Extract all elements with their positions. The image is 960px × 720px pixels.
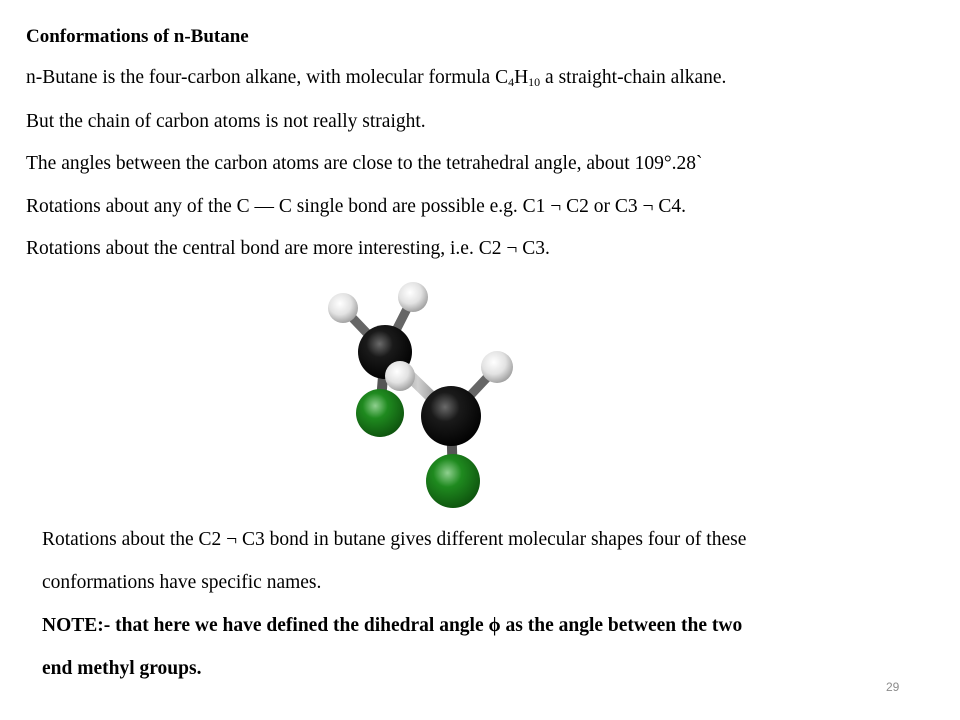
rotation-single-bond-line: Rotations about any of the C — C single bond are possible e.g. C1 ¬ C2 or C3 ¬ C4. [26,196,687,217]
note-methyl-groups-line: end methyl groups. [42,658,202,679]
formula-text-after: a straight-chain alkane. [540,67,727,88]
hydrogen-atom [328,293,358,323]
hydrogen-atom [385,361,415,391]
tetrahedral-angle-line: The angles between the carbon atoms are close to the tetrahedral angle, about 109°.28` [26,153,703,174]
hydrogen-atom [481,351,513,383]
butane-formula-line [26,67,726,89]
formula-subscript-10: 10 [528,75,541,89]
note-dihedral-line: NOTE:- that here we have defined the dihedral angle ϕ as the angle between the two [42,615,743,636]
butane-molecule-model [310,275,540,520]
rotation-central-bond-line: Rotations about the central bond are more interesting, i.e. C2 ¬ C3. [26,238,550,259]
page-number: 29 [886,680,900,694]
methyl-group-bottom [426,454,480,508]
rotation-shapes-line: Rotations about the C2 ¬ C3 bond in butane gives different molecular shapes four of these [42,529,747,550]
hydrogen-atom [398,282,428,312]
methyl-group-left [356,389,404,437]
chain-not-straight-line: But the chain of carbon atoms is not really straight. [26,111,426,132]
conformations-names-line: conformations have specific names. [42,572,322,593]
formula-text-before: n-Butane is the four-carbon alkane, with molecular formula C [26,67,509,88]
formula-text-h: H [514,67,529,88]
carbon-atom-c3 [421,386,481,446]
formula-subscript-4: 4 [508,75,515,89]
slide-title: Conformations of n-Butane [26,26,249,47]
